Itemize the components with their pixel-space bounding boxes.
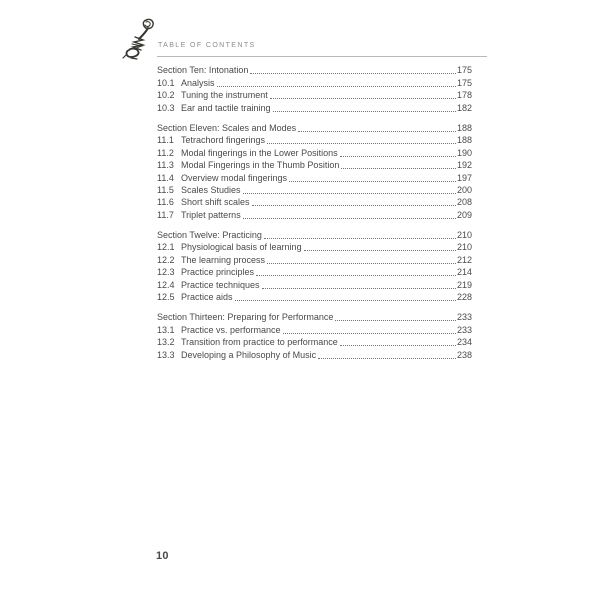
toc-entry-number: 12.3	[157, 267, 175, 278]
dot-leader	[341, 168, 456, 169]
toc-entry-number: 12.4	[157, 279, 175, 290]
toc-entry-row	[157, 146, 472, 158]
dot-leader	[262, 288, 456, 289]
table-of-contents	[157, 64, 472, 369]
toc-section	[157, 311, 472, 361]
toc-entry-row	[157, 101, 472, 113]
toc-entry-number: 11.3	[157, 160, 174, 171]
toc-entry-row	[157, 291, 472, 303]
toc-entry-number: 12.2	[157, 254, 175, 265]
dot-leader	[243, 193, 456, 194]
toc-section-title: Section Eleven: Scales and Modes	[157, 122, 297, 133]
toc-entry-number: 11.4	[157, 172, 174, 183]
toc-entry-number: 11.5	[157, 184, 174, 195]
toc-page-number: 214	[456, 267, 472, 278]
toc-entry-row	[157, 253, 472, 265]
toc-entry-number: 10.2	[157, 90, 175, 101]
toc-entry-row	[157, 196, 472, 208]
toc-page-number: 182	[456, 102, 472, 113]
toc-section-header-row	[157, 311, 472, 323]
toc-entry-title: Tetrachord fingerings	[181, 135, 266, 146]
toc-entry-row	[157, 159, 472, 171]
toc-page-number: 234	[456, 337, 472, 348]
toc-section	[157, 122, 472, 221]
toc-entry-number: 10.1	[157, 77, 175, 88]
toc-section-title: Section Twelve: Practicing	[157, 230, 262, 241]
toc-page-number: 200	[456, 184, 472, 195]
toc-section	[157, 64, 472, 114]
toc-entry-title: Ear and tactile training	[181, 102, 271, 113]
toc-entry-number: 13.3	[157, 349, 175, 360]
dot-leader	[217, 86, 456, 87]
toc-section-header-row	[157, 229, 472, 241]
toc-section-title: Section Ten: Intonation	[157, 65, 249, 76]
dot-leader	[267, 263, 456, 264]
toc-entry-row	[157, 134, 472, 146]
dot-leader	[250, 73, 456, 74]
dot-leader	[289, 181, 456, 182]
toc-page-number: 233	[456, 324, 472, 335]
toc-entry-number: 10.3	[157, 102, 175, 113]
toc-entry-title: Short shift scales	[181, 197, 250, 208]
toc-page-number: 178	[456, 90, 472, 101]
toc-entry-row	[157, 89, 472, 101]
toc-entry-title: Transition from practice to performance	[181, 337, 338, 348]
toc-page-number: 233	[456, 312, 472, 323]
dot-leader	[243, 218, 456, 219]
toc-section-title: Section Thirteen: Preparing for Performance	[157, 312, 334, 323]
dot-leader	[256, 275, 456, 276]
toc-entry-number: 12.5	[157, 292, 175, 303]
toc-entry-title: Triplet patterns	[181, 209, 241, 220]
toc-entry-title: Scales Studies	[181, 184, 241, 195]
toc-entry-title: Overview modal fingerings	[181, 172, 288, 183]
dot-leader	[340, 345, 456, 346]
toc-section-header-row	[157, 122, 472, 134]
toc-page-number: 188	[456, 122, 472, 133]
toc-page-number: 192	[456, 160, 472, 171]
dot-leader	[273, 111, 456, 112]
toc-entry-number: 13.2	[157, 337, 175, 348]
toc-entry-title: Tuning the instrument	[181, 90, 268, 101]
dot-leader	[340, 156, 456, 157]
toc-entry-row	[157, 241, 472, 253]
toc-entry-title: Practice aids	[181, 292, 233, 303]
dot-leader	[235, 300, 456, 301]
toc-page-number: 228	[456, 292, 472, 303]
header-rule	[157, 56, 487, 57]
toc-entry-row	[157, 323, 472, 335]
toc-entry-row	[157, 348, 472, 360]
dot-leader	[264, 238, 456, 239]
toc-page-number: 209	[456, 209, 472, 220]
toc-page-number: 210	[456, 230, 472, 241]
page-title: TABLE OF CONTENTS	[158, 42, 256, 49]
toc-entry-row	[157, 208, 472, 220]
toc-entry-number: 11.6	[157, 197, 174, 208]
toc-section-header-row	[157, 64, 472, 76]
toc-entry-number: 12.1	[157, 242, 175, 253]
page-number: 10	[156, 550, 169, 562]
toc-page-number: 197	[456, 172, 472, 183]
dot-leader	[270, 98, 456, 99]
toc-entry-row	[157, 171, 472, 183]
bass-player-sketch-icon	[122, 16, 162, 60]
toc-page-number: 175	[456, 77, 472, 88]
toc-entry-row	[157, 184, 472, 196]
toc-entry-number: 11.7	[157, 209, 174, 220]
dot-leader	[318, 358, 456, 359]
toc-entry-title: Modal fingerings in the Lower Positions	[181, 147, 338, 158]
toc-page-number: 188	[456, 135, 472, 146]
dot-leader	[298, 131, 456, 132]
toc-entry-number: 13.1	[157, 324, 175, 335]
toc-page-number: 212	[456, 254, 472, 265]
toc-entry-title: Practice techniques	[181, 279, 260, 290]
toc-page-number: 238	[456, 349, 472, 360]
toc-entry-row	[157, 278, 472, 290]
toc-entry-title: Practice vs. performance	[181, 324, 281, 335]
toc-entry-row	[157, 336, 472, 348]
toc-page-number: 190	[456, 147, 472, 158]
toc-entry-number: 11.2	[157, 147, 174, 158]
toc-page-number: 210	[456, 242, 472, 253]
toc-entry-title: Analysis	[181, 77, 215, 88]
toc-entry-title: Developing a Philosophy of Music	[181, 349, 317, 360]
toc-entry-title: Modal Fingerings in the Thumb Position	[181, 160, 340, 171]
toc-entry-row	[157, 76, 472, 88]
dot-leader	[267, 143, 456, 144]
dot-leader	[335, 320, 456, 321]
toc-entry-number: 11.1	[157, 135, 174, 146]
toc-page-number: 175	[456, 65, 472, 76]
toc-entry-row	[157, 266, 472, 278]
toc-entry-title: Practice principles	[181, 267, 255, 278]
toc-page-number: 208	[456, 197, 472, 208]
toc-section	[157, 229, 472, 303]
dot-leader	[304, 250, 456, 251]
dot-leader	[283, 333, 456, 334]
toc-page-number: 219	[456, 279, 472, 290]
toc-entry-title: Physiological basis of learning	[181, 242, 302, 253]
toc-entry-title: The learning process	[181, 254, 266, 265]
dot-leader	[252, 205, 456, 206]
